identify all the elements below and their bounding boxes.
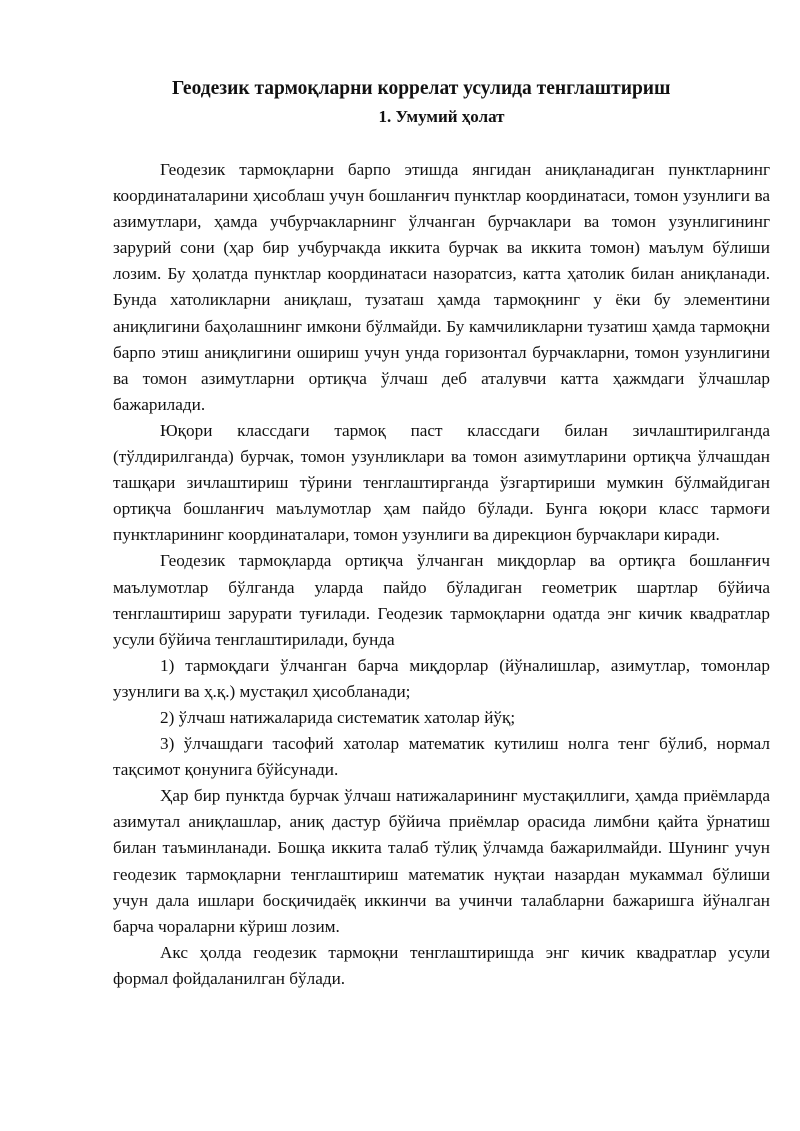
document-title: Геодезик тармоқларни коррелат усулида тенглаштириш <box>172 78 671 99</box>
paragraph-independence: Ҳар бир пунктда бурчак ўлчаш натижаларининг мустақиллиги, ҳамда приёмларда азимутал аниқлашлар, аниқ дастур бўйича приёмлар орасида лимбни қайта ўрнатиш билан таъминланади. Бошқа иккита талаб тўлиқ ўлчамда бажарилмайди. Шунинг учун геодезик тармоқларни тенглаштириш математик нуқтаи назардан мукаммал бўлиши учун дала ишлари босқичидаёқ иккинчи ва учинчи талабларни бажаришга йўналган барча чораларни кўриш лозим. <box>113 786 770 936</box>
list-item-condition-3: 3) ўлчашдаги тасофий хатолар математик кутилиш нолга тенг бўлиб, нормал тақсимот қонунига бўйсунади. <box>113 734 770 780</box>
paragraph-higher-class: Юқори классдаги тармоқ паст классдаги билан зичлаштирилганда (тўлдирилганда) бурчак, томон узунликлари ва томон азимутларини ортиқча ўлчашдан ташқари зичлаштириш тўрини тенглаштирганда ўзгартириши мумкин бўлмайдиган ортиқча бошланғич маълумотлар ҳам пайдо бўлади. Бунга юқори класс тармоғи пунктларининг координаталари, томон узунлиги ва дирекцион бурчаклари киради. <box>113 420 770 545</box>
document-page <box>113 74 770 992</box>
paragraph-intro: Геодезик тармоқларни барпо этишда янгидан аниқланадиган пунктларнинг координаталарини ҳисоблаш учун бошланғич пунктлар координатаси, томон узунлиги ва азимутлари, ҳамда учбурчакларнинг ўлчанган бурчаклари ва томон узунлигининг зарурий сони (ҳар бир учбурчакда иккита бурчак ва иккита томон) маълум бўлиши лозим. Бу ҳолатда пунктлар координатаси назоратсиз, катта ҳатолик билан аниқланади. Бунда хатоликларни аниқлаш, тузаташ ҳамда тармоқнинг у ёки бу элементини аниқлигини баҳолашнинг имкони бўлмайди. Бу камчиликларни тузатиш ҳамда тармоқни барпо этиш аниқлигини ошириш учун унда горизонтал бурчакларни, томон узунлигини ва томон азимутларни ортиқча ўлчаш деб аталувчи катта ҳажмдаги ўлчашлар бажарилади. <box>113 160 770 414</box>
paragraph-adjustment-need: Геодезик тармоқларда ортиқча ўлчанган миқдорлар ва ортиқга бошланғич маълумотлар бўлганда уларда пайдо бўладиган геометрик шартлар бўйича тенглаштириш зарурати туғилади. Геодезик тармоқларни одатда энг кичик квадратлар усули бўйича тенглаштирилади, бунда <box>113 551 770 649</box>
section-heading: 1. Умумий ҳолат <box>378 107 505 126</box>
list-item-condition-2: 2) ўлчаш натижаларида систематик хатолар йўқ; <box>160 707 516 727</box>
list-item-condition-1: 1) тармоқдаги ўлчанган барча миқдорлар (йўналишлар, азимутлар, томонлар узунлиги ва ҳ.қ.) мустақил ҳисобланади; <box>113 655 770 701</box>
paragraph-conclusion: Акс ҳолда геодезик тармоқни тенглаштиришда энг кичик квадратлар усули формал фойдаланилган бўлади. <box>113 942 770 988</box>
